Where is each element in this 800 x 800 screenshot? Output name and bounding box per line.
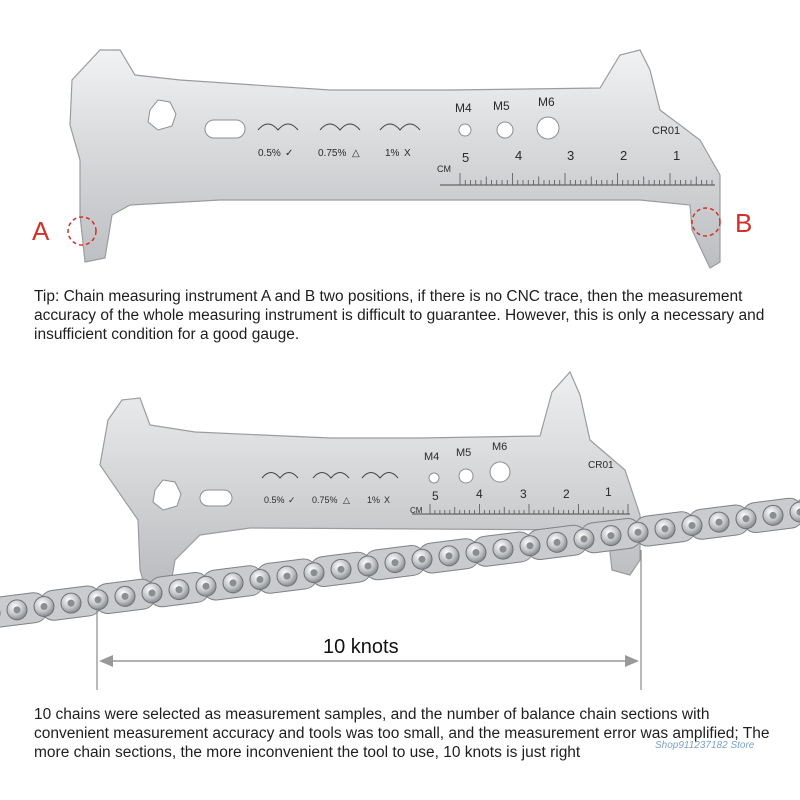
bottom-paragraph: 10 chains were selected as measurement samples, and the number of balance chain sections with convenient measurement accuracy and tools was too small, and the measurement error was amplified; The more chain sections, the more inconvenient the tool to use, 10 knots is just right — [34, 706, 770, 761]
chain-pin — [500, 546, 507, 553]
tip-paragraph: Tip: Chain measuring instrument A and B two positions, if there is no CNC trace, then the measurement accuracy of the whole measuring instrument is difficult to guarantee. However, this is only a necessary and insufficient condition for a good gauge. — [34, 288, 765, 343]
chain-pin — [203, 583, 210, 590]
chain-pin — [743, 515, 750, 522]
top-gauge-scale-number-3: 3 — [567, 148, 575, 163]
chain-pin — [284, 573, 291, 580]
chain-pin — [311, 569, 318, 576]
top-gauge-scale-number-5: 5 — [462, 150, 470, 165]
dimension-arrow-right — [625, 655, 639, 667]
top-gauge-scale-number-4: 4 — [515, 148, 523, 163]
chain-pin — [662, 525, 669, 532]
top-gauge-hole-label-m4: M4 — [455, 101, 472, 115]
bottom-gauge-wear-2-symbol: X — [384, 495, 391, 505]
bottom-gauge-slot — [200, 490, 232, 506]
bottom-gauge-scale-number-5: 5 — [432, 489, 439, 503]
chain-pin — [446, 552, 453, 559]
chain-pin — [41, 603, 48, 610]
bottom-gauge-wear-1-symbol: △ — [343, 495, 350, 505]
chain-pin — [635, 529, 642, 536]
top-gauge-model-label: CR01 — [652, 125, 681, 137]
chain-pin — [257, 576, 264, 583]
bottom-gauge-hole-label-m4: M4 — [424, 451, 440, 463]
chain-pin — [149, 590, 156, 597]
chain-pin — [95, 596, 102, 603]
chain-pin — [14, 606, 21, 613]
chain-pin — [581, 536, 588, 543]
bottom-gauge-scale-number-1: 1 — [605, 485, 612, 499]
top-gauge-hole-label-m6: M6 — [538, 95, 555, 109]
marker-b-label: B — [735, 208, 753, 238]
top-gauge-hole-label-m5: M5 — [493, 99, 510, 113]
chain-pin — [68, 600, 75, 607]
top-gauge-wear-0-symbol: ✓ — [285, 148, 294, 159]
top-gauge-wear-2-symbol: X — [404, 148, 411, 159]
bottom-gauge-scale-unit: CM — [410, 506, 423, 515]
bottom-gauge-hole-label-m6: M6 — [492, 441, 508, 453]
chain-pin — [554, 539, 561, 546]
bottom-gauge-model-label: CR01 — [588, 460, 614, 471]
chain-pin — [473, 549, 480, 556]
top-gauge-scale-unit: CM — [437, 164, 451, 174]
bottom-gauge-wear-2-label: 1% — [367, 495, 381, 505]
bottom-gauge-wear-0-symbol: ✓ — [288, 495, 296, 505]
chain-pin — [338, 566, 345, 573]
chain-pin — [689, 522, 696, 529]
measurement-label: 10 knots — [323, 636, 399, 658]
bottom-gauge-scale-number-2: 2 — [563, 487, 570, 501]
top-gauge-scale-number-2: 2 — [620, 148, 628, 163]
top-gauge-scale-number-1: 1 — [673, 148, 681, 163]
top-gauge-wear-1-label: 0.75% — [318, 148, 347, 159]
bottom-gauge-hole-m6 — [490, 462, 510, 482]
chain-pin — [230, 579, 237, 586]
chain-pin — [122, 593, 129, 600]
chain-pin — [527, 542, 534, 549]
chain-pin — [176, 586, 183, 593]
bottom-gauge-wear-0-label: 0.5% — [264, 495, 285, 505]
chain-pin — [716, 519, 723, 526]
chain-pin — [392, 559, 399, 566]
chain-pin — [419, 556, 426, 563]
top-gauge-wear-1-symbol: △ — [352, 148, 360, 159]
bottom-gauge-scale-number-3: 3 — [520, 487, 527, 501]
chain-pin — [770, 512, 777, 519]
bottom-gauge-hole-label-m5: M5 — [456, 447, 472, 459]
chain-pin — [608, 532, 615, 539]
marker-a-label: A — [32, 216, 50, 246]
store-watermark: Shop911237182 Store — [655, 740, 755, 751]
top-gauge-wear-0-label: 0.5% — [258, 148, 281, 159]
bottom-gauge-scale-number-4: 4 — [476, 487, 483, 501]
bottom-gauge-wear-1-label: 0.75% — [312, 495, 338, 505]
top-gauge-wear-2-label: 1% — [385, 148, 400, 159]
chain-pin — [365, 563, 372, 570]
bottom-gauge-hole-m4 — [429, 473, 439, 483]
bottom-gauge-hole-m5 — [459, 469, 473, 483]
dimension-arrow-left — [99, 655, 113, 667]
